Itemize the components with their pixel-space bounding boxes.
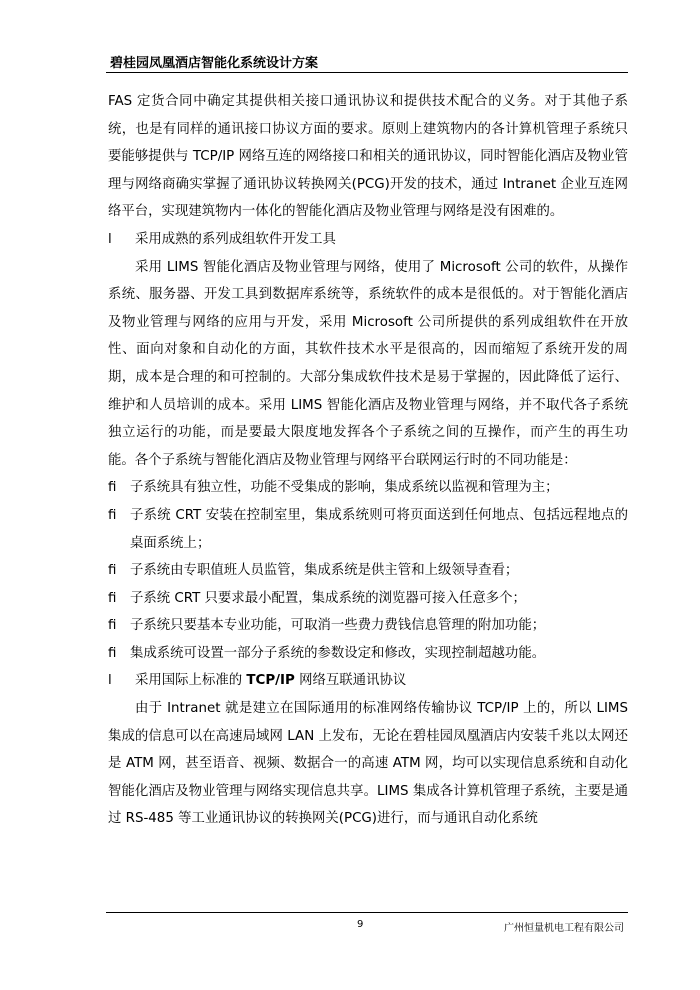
list-item xyxy=(108,557,628,585)
bullet-marker: l xyxy=(108,673,112,689)
paragraph-2: 采用 LIMS 智能化酒店及物业管理与网络，使用了 Microsoft 公司的软件，从操作系统、服务器、开发工具到数据库系统等，系统软件的成本是很低的。对于智能化酒店及物业管理与网络的应用与开发，采用 Microsoft 公司所提供的系列成组软件在开放性、面向对象和自动化的方面，其软件技术水平是很高的，因而缩短了系统开发的周期，成本是合理的和可控制的。大部分集成软件技术是易于掌握的，因此降低了运行、维护和人员培训的成本。采用 LIMS 智能化酒店及物业管理与网络，并不取代各子系统独立运行的功能，而是要最大限度地发挥各个子系统之间的互操作，而产生的再生功能。各个子系统与智能化酒店及物业管理与网络平台联网运行时的不同功能是： xyxy=(108,259,628,468)
footer-divider xyxy=(106,912,628,913)
list-item xyxy=(108,612,628,640)
list-item-text: 子系统 CRT 安装在控制室里，集成系统则可将页面送到任何地点、包括远程地点的桌面系统上； xyxy=(130,507,628,551)
header-title: 碧桂园凤凰酒店智能化系统设计方案 xyxy=(110,56,319,71)
section-heading-1 xyxy=(108,226,628,254)
paragraph-1: FAS 定货合同中确定其提供相关接口通讯协议和提供技术配合的义务。对于其他子系统，也是有同样的通讯接口协议方面的要求。原则上建筑物内的各计算机管理子系统只要能够提供与 TCP/IP 网络互连的网络接口和相关的通讯协议，同时智能化酒店及物业管理与网络商确实掌握了通讯协议转换网关(PCG)开发的技术，通过 Intranet 企业互连网络平台，实现建筑物内一体化的智能化酒店及物业管理与网络是没有困难的。 xyxy=(108,94,628,220)
section-heading-2 xyxy=(108,667,628,695)
list-item-text: 子系统 CRT 只要求最小配置，集成系统的浏览器可接入任意多个； xyxy=(130,590,526,606)
list-item-text: 子系统具有独立性，功能不受集成的影响，集成系统以监视和管理为主； xyxy=(130,480,559,496)
heading-protocol-name: TCP/IP xyxy=(246,673,295,689)
header-divider xyxy=(106,72,628,73)
list-item-text: 子系统只要基本专业功能，可取消一些费力费钱信息管理的附加功能； xyxy=(130,618,546,634)
list-item-text: 子系统由专职值班人员监管，集成系统是供主管和上级领导查看； xyxy=(130,563,519,579)
list-item xyxy=(108,640,628,668)
document-body xyxy=(108,88,628,833)
footer-company: 广州恒量机电工程有限公司 xyxy=(504,923,624,934)
list-item xyxy=(108,502,628,557)
list-item xyxy=(108,474,628,502)
heading-suffix: 网络互联通讯协议 xyxy=(294,673,407,689)
section-heading-text xyxy=(135,667,628,695)
bullet-marker: fi xyxy=(108,507,117,523)
bullet-marker: l xyxy=(108,231,112,247)
bullet-marker: fi xyxy=(108,563,117,579)
bullet-marker: fi xyxy=(108,645,117,661)
section-heading-text: 采用成熟的系列成组软件开发工具 xyxy=(135,231,336,247)
bullet-marker: fi xyxy=(108,618,117,634)
paragraph-3: 由于 Intranet 就是建立在国际通用的标准网络传输协议 TCP/IP 上的，所以 LIMS 集成的信息可以在高速局域网 LAN 上发布，无论在碧桂园凤凰酒店内安装千兆以太网还是 ATM 网，甚至语音、视频、数据合一的高速 ATM 网，均可以实现信息系统和自动化智能化酒店及物业管理与网络实现信息共享。LIMS 集成各计算机管理子系统，主要是通过 RS-485 等工业通讯协议的转换网关(PCG)进行，而与通讯自动化系统 xyxy=(108,701,628,827)
bullet-marker: fi xyxy=(108,480,117,496)
heading-prefix: 采用国际上标准的 xyxy=(135,673,247,689)
bullet-marker: fi xyxy=(108,590,117,606)
list-item-text: 集成系统可设置一部分子系统的参数设定和修改，实现控制超越功能。 xyxy=(130,645,546,661)
list-item xyxy=(108,585,628,613)
page-number: 9 xyxy=(357,919,364,930)
